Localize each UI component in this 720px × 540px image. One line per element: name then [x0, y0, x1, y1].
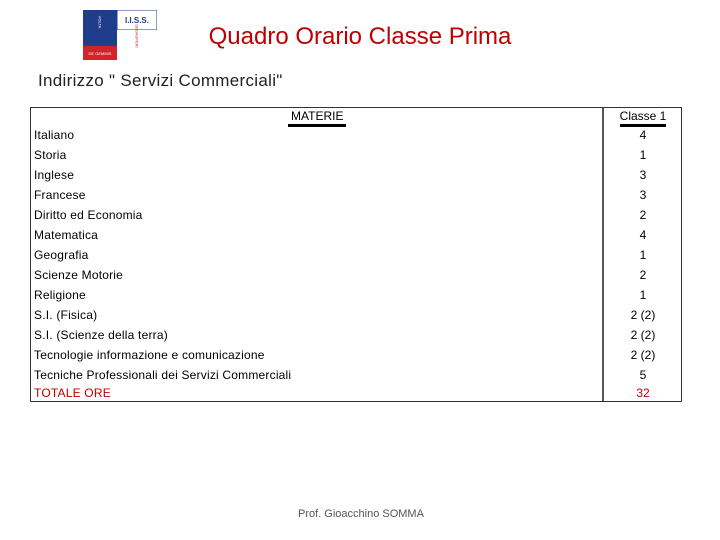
subject-cell: Tecniche Professionali dei Servizi Commerciali	[34, 368, 292, 382]
table-row	[31, 345, 681, 365]
hours-cell: 1	[639, 288, 647, 302]
table-row	[31, 185, 681, 205]
logo-left-letters: VOLTA	[97, 15, 103, 29]
hours-cell: 2 (2)	[630, 328, 656, 342]
header-subject	[291, 108, 343, 124]
page-subtitle: Indirizzo " Servizi Commerciali"	[38, 71, 283, 90]
logo-right-letters: DEGASPERI	[134, 24, 140, 48]
header-hours-label: Classe 1	[619, 109, 667, 123]
hours-cell: 4	[639, 228, 647, 242]
table-row	[31, 285, 681, 305]
logo-main-text: I.I.S.S.	[124, 16, 150, 25]
header-subject-label: MATERIE	[291, 109, 344, 123]
hours-cell: 2 (2)	[630, 348, 656, 362]
footer-author: Prof. Gioacchino SOMMA	[298, 508, 424, 520]
table-row	[31, 165, 681, 185]
hours-cell: 1	[639, 148, 647, 162]
table-row	[31, 145, 681, 165]
table-row	[31, 265, 681, 285]
table-row	[31, 225, 681, 245]
hours-cell: 2	[639, 208, 647, 222]
subject-cell: S.I. (Scienze della terra)	[34, 328, 168, 342]
hours-cell: 1	[639, 248, 647, 262]
hours-cell: 5	[639, 368, 647, 382]
subject-cell: Religione	[34, 288, 86, 302]
table-row	[31, 125, 681, 145]
subject-cell: Italiano	[34, 128, 75, 142]
hours-cell: 2 (2)	[630, 308, 656, 322]
total-hours: 32	[636, 386, 650, 400]
table-row	[31, 305, 681, 325]
hours-cell: 3	[639, 168, 647, 182]
school-logo-graphic	[83, 10, 157, 60]
header-hours	[604, 108, 682, 124]
subject-cell: Scienze Motorie	[34, 268, 124, 282]
school-logo	[83, 10, 157, 60]
total-row	[31, 383, 681, 403]
table-row	[31, 205, 681, 225]
page-title: Quadro Orario Classe Prima	[208, 23, 512, 50]
hours-cell: 2	[639, 268, 647, 282]
subject-cell: Matematica	[34, 228, 99, 242]
timetable	[30, 107, 682, 402]
table-row	[31, 245, 681, 265]
table-row	[31, 365, 681, 385]
subject-cell: Geografia	[34, 248, 89, 262]
subject-cell: Inglese	[34, 168, 75, 182]
hours-cell: 4	[639, 128, 647, 142]
logo-bottom-text: DE GEMMIS	[88, 51, 112, 56]
subject-cell: Diritto ed Economia	[34, 208, 143, 222]
subject-cell: Tecnologie informazione e comunicazione	[34, 348, 265, 362]
hours-cell: 3	[639, 188, 647, 202]
subject-cell: Francese	[34, 188, 86, 202]
subject-cell: Storia	[34, 148, 67, 162]
subject-cell: S.I. (Fisica)	[34, 308, 98, 322]
total-label: TOTALE ORE	[34, 386, 111, 400]
table-row	[31, 325, 681, 345]
